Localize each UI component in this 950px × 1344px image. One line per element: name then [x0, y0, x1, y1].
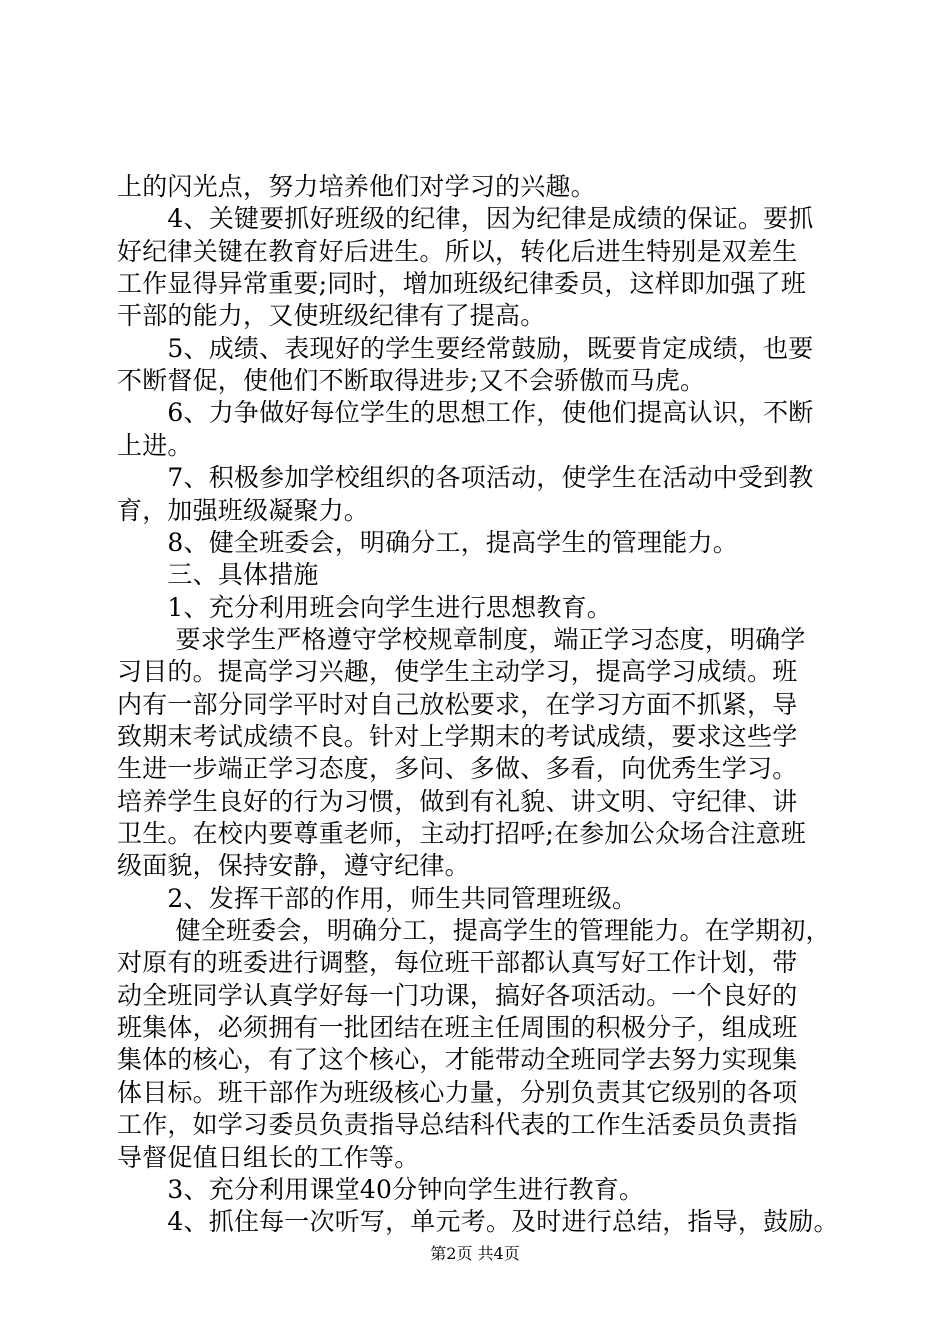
- text-line: 班集体，必须拥有一批团结在班主任周围的积极分子，组成班: [117, 1013, 798, 1043]
- text-line: 体目标。班干部作为班级核心力量，分别负责其它级别的各项: [117, 1077, 798, 1107]
- text-line: 上的闪光点，努力培养他们对学习的兴趣。: [117, 172, 596, 201]
- text-line: 培养学生良好的行为习惯，做到有礼貌、讲文明、守纪律、讲: [117, 786, 798, 816]
- text-line: 对原有的班委进行调整，每位班干部都认真写好工作计划，带: [117, 948, 798, 978]
- text-line: 生进一步端正学习态度，多问、多做、多看，向优秀生学习。: [117, 754, 798, 784]
- text-line: 8、健全班委会，明确分工，提高学生的管理能力。: [117, 527, 738, 557]
- text-line: 工作，如学习委员负责指导总结科代表的工作生活委员负责指: [117, 1110, 798, 1140]
- text-line: 习目的。提高学习兴趣，使学生主动学习，提高学习成绩。班: [117, 657, 798, 687]
- text-line: 干部的能力，又使班级纪律有了提高。: [117, 301, 546, 331]
- text-line: 好纪律关键在教育好后进生。所以，转化后进生特别是双差生: [117, 236, 798, 266]
- text-line: 内有一部分同学平时对自己放松要求，在学习方面不抓紧，导: [117, 689, 798, 719]
- text-line: 导督促值日组长的工作等。: [117, 1142, 420, 1172]
- text-line: 级面貌，保持安静，遵守纪律。: [117, 851, 470, 881]
- text-line: 不断督促，使他们不断取得进步;又不会骄傲而马虎。: [117, 366, 706, 396]
- text-line: 卫生。在校内要尊重老师，主动打招呼;在参加公众场合注意班: [117, 819, 807, 848]
- text-line: 5、成绩、表现好的学生要经常鼓励，既要肯定成绩，也要: [117, 333, 814, 363]
- text-line: 工作显得异常重要;同时，增加班级纪律委员，这样即加强了班: [117, 269, 807, 299]
- text-line: 健全班委会，明确分工，提高学生的管理能力。在学期初，: [117, 916, 831, 946]
- text-line: 3、充分利用课堂40分钟向学生进行教育。: [117, 1174, 645, 1204]
- text-line: 要求学生严格遵守学校规章制度，端正学习态度，明确学: [117, 624, 806, 654]
- text-line: 4、抓住每一次听写，单元考。及时进行总结，指导，鼓励。: [117, 1207, 839, 1237]
- page-footer: 第2页 共4页: [430, 1244, 520, 1263]
- text-line: 4、关键要抓好班级的纪律，因为纪律是成绩的保证。要抓: [117, 204, 814, 234]
- text-line: 上进。: [117, 430, 193, 460]
- text-line: 2、发挥干部的作用，师生共同管理班级。: [117, 883, 638, 913]
- text-line: 6、力争做好每位学生的思想工作，使他们提高认识，不断: [117, 398, 814, 428]
- text-line: 7、积极参加学校组织的各项活动，使学生在活动中受到教: [117, 463, 814, 493]
- text-line: 集体的核心，有了这个核心，才能带动全班同学去努力实现集: [117, 1045, 798, 1075]
- text-line: 动全班同学认真学好每一门功课，搞好各项活动。一个良好的: [117, 980, 798, 1010]
- text-line: 1、充分利用班会向学生进行思想教育。: [117, 592, 612, 622]
- text-line: 育，加强班级凝聚力。: [117, 495, 370, 525]
- text-line: 三、具体措施: [117, 560, 319, 590]
- text-line: 致期末考试成绩不良。针对上学期末的考试成绩，要求这些学: [117, 721, 798, 751]
